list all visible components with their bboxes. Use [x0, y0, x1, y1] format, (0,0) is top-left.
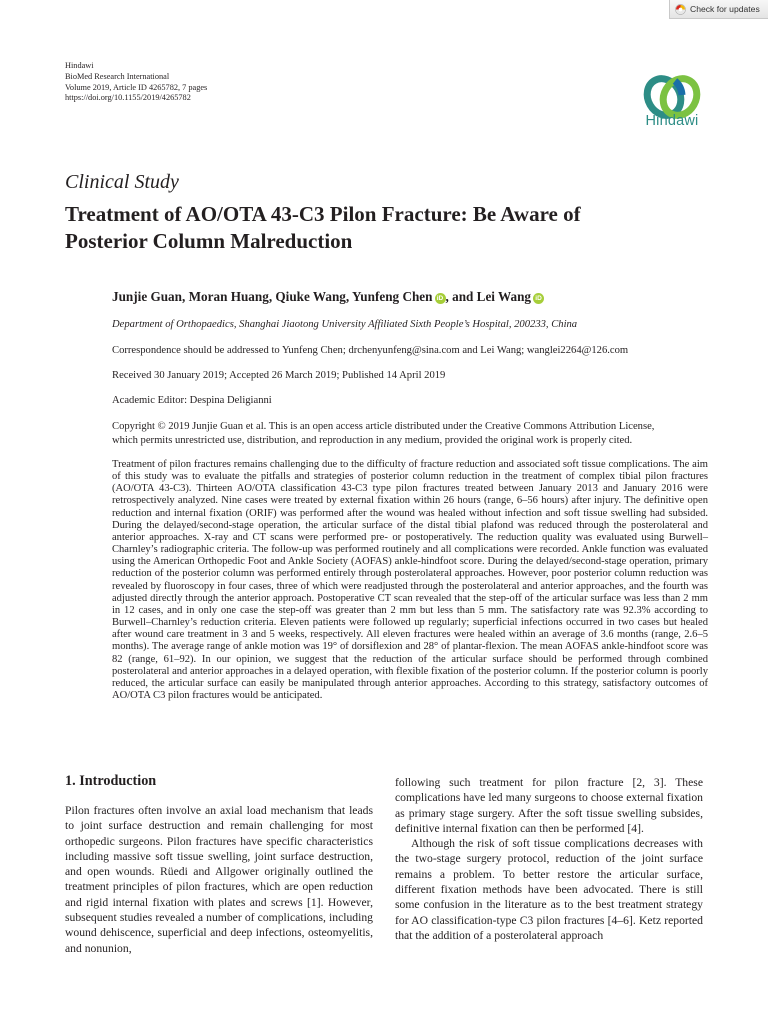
authors-text: , and Lei Wang	[445, 289, 532, 304]
correspondence: Correspondence should be addressed to Yunfeng Chen; drchenyunfeng@sina.com and Lei Wang; wanglei2264@126.com	[112, 345, 629, 356]
authors-text: Junjie Guan, Moran Huang, Qiuke Wang, Yunfeng Chen	[112, 289, 433, 304]
article-title	[65, 201, 705, 255]
affiliation: Department of Orthopaedics, Shanghai Jiaotong University Affiliated Sixth People’s Hospital, 200233, China	[112, 319, 578, 330]
paragraph: Although the risk of soft tissue complications decreases with the two-stage surgery protocol, reduction of the joint surface remains a problem. To better restore the articular surface, different fixation methods have been advocated. There is still some confusion in the literature as to the best treatment strategy for AO classification-type C3 pilon fractures [4–6]. Ketz reported that the addition of a posterolateral approach	[395, 837, 703, 942]
copyright-line: Copyright © 2019 Junjie Guan et al. This is an open access article distributed under the Creative Commons Attribution License,	[112, 421, 655, 432]
article-type: Clinical Study	[65, 171, 179, 193]
update-icon	[675, 4, 686, 15]
body-column-left	[65, 803, 373, 956]
volume-line: Volume 2019, Article ID 4265782, 7 pages	[65, 82, 208, 92]
abstract: Treatment of pilon fractures remains challenging due to the difficulty of fracture reduction and associated soft tissue complications. The aim of this study was to evaluate the pitfalls and strategies of posterior column reduction in the treatment of complex tibial pilon fractures (AO/OTA 43-C3). Thirteen AO/OTA classification 43-C3 type pilon fractures treated between January 2013 and January 2016 were retrospectively analyzed. Nine cases were treated by external fixation within 26 hours (range, 6–56 hours) after injury. The definitive open reduction and internal fixation (ORIF) was performed after the wound was healed without infection and soft tissue swelling had subsided. During the delayed/second-stage operation, the articular surface of the distal tibial plafond was reduced through the posterolateral and anterior approaches. X-ray and CT scans were performed pre- or postoperatively. The reduction quality was evaluated using Burwell–Charnley’s radiographic criteria. The follow-up was performed routinely and all complications were recorded. Ankle function was evaluated using the American Orthopedic Foot and Ankle Society (AOFAS) ankle-hindfoot score. During the delayed/second-stage operation, primary reduction of the posterior column was performed entirely through posterolateral approaches. However, poor posterior column reduction was revealed by fluoroscopy in four cases, three of which were readjusted through the posterolateral and anterior approaches, and the fourth was adjusted directly through the anterior approach. Postoperative CT scan revealed that the step-off of the articular surface was less than 2 mm in 12 cases, and in only one case the step-off was greater than 2 mm but less than 5 mm. The satisfactory rate was 92.3% according to Burwell–Charnley’s reduction criteria. Eleven patients were followed up regularly; superficial infections occurred in two cases but healed after wound care treatment in 3 and 5 weeks, respectively. All eleven fractures were healed within an average of 3.6 months (range, 2.6–5 months). The average range of ankle motion was 19° of dorsiflexion and 28° of plantar-flexion. The mean AOFAS ankle-hindfoot score was 82 (range, 61–92). In our opinion, we suggest that the reduction of the articular surface should be performed through combined posterolateral and anterior approaches in a delayed operation, with flexible fixation of the posterior column. If the posterior column is poorly reduced, the articular surface can easily be manipulated through anterior approaches. According to this strategy, satisfactory outcomes of AO/OTA C3 pilon fractures would be anticipated.	[112, 459, 708, 701]
title-line: Posterior Column Malreduction	[65, 229, 353, 253]
author-list	[112, 289, 544, 305]
check-for-updates-label: Check for updates	[690, 4, 760, 14]
paragraph: Pilon fractures often involve an axial load mechanism that leads to joint surface destruction and remain challenging for most orthopedic surgeons. Pilon fractures have specific characteristics including massive soft tissue swelling, joint surface destruction, and open wounds. Rüedi and Allgower originally outlined the treatment principles of pilon fractures, which are open reduction and rigid internal fixation with plates and screws [1]. However, subsequent studies revealed a number of complications, including wound dehiscence, superficial and deep infections, osteomyelitis, and nonunion,	[65, 804, 373, 955]
copyright-notice	[112, 420, 708, 448]
orcid-icon[interactable]: iD	[435, 293, 446, 304]
section-heading-introduction: 1. Introduction	[65, 773, 157, 789]
journal-header	[65, 61, 207, 104]
doi-link[interactable]: https://doi.org/10.1155/2019/4265782	[65, 93, 191, 103]
journal-name: BioMed Research International	[65, 71, 170, 81]
orcid-icon[interactable]: iD	[533, 293, 544, 304]
paragraph: following such treatment for pilon fracture [2, 3]. These complications have led many surgeons to choose external fixation as primary stage surgery. After the soft tissue swelling subsides, definitive internal fixation can then be performed [4].	[395, 776, 703, 835]
title-line: Treatment of AO/OTA 43-C3 Pilon Fracture: Be Aware of	[65, 202, 581, 226]
hindawi-wordmark: Hindawi	[645, 113, 699, 129]
academic-editor: Academic Editor: Despina Deligianni	[112, 395, 272, 406]
body-column-right	[395, 775, 703, 943]
copyright-line: which permits unrestricted use, distribution, and reproduction in any medium, provided the original work is properly cited.	[112, 435, 633, 446]
check-for-updates-badge[interactable]	[669, 0, 768, 19]
publication-dates: Received 30 January 2019; Accepted 26 March 2019; Published 14 April 2019	[112, 370, 446, 381]
publisher-name: Hindawi	[65, 61, 94, 70]
